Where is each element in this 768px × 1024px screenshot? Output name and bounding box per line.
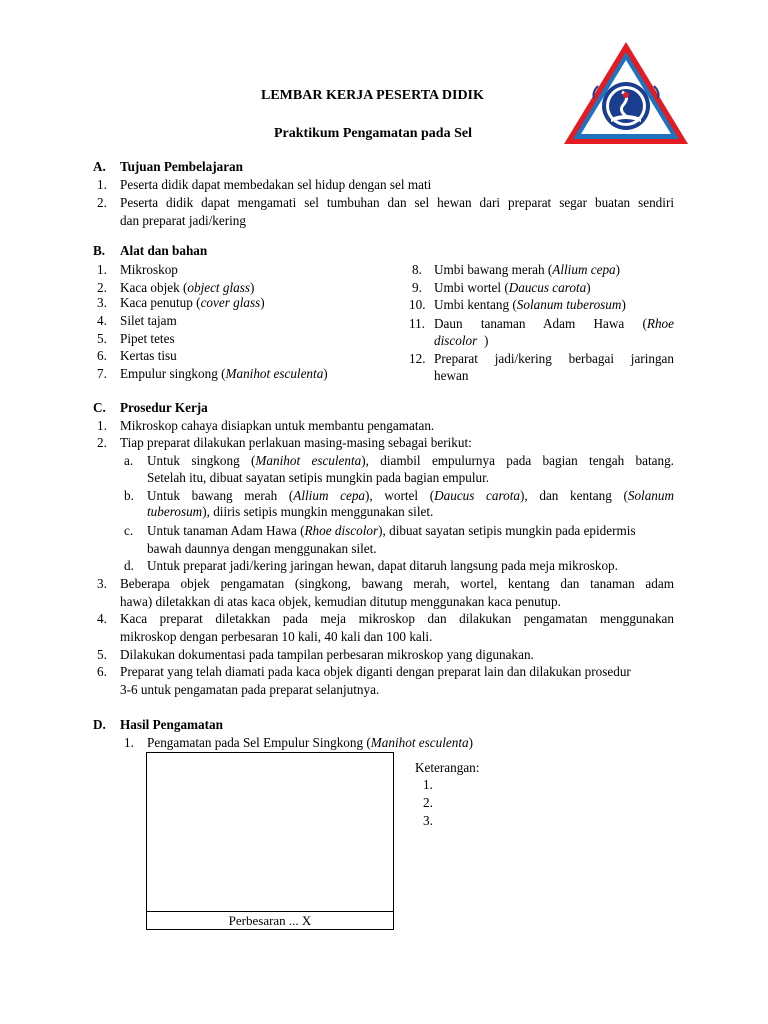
list-number: 2.	[97, 280, 107, 295]
section-b-heading: Alat dan bahan	[120, 243, 208, 258]
list-item: Tiap preparat dilakukan perlakuan masing-masing sebagai berikut:	[120, 435, 472, 450]
school-emblem-icon	[562, 40, 690, 146]
list-item: Pipet tetes	[120, 331, 175, 346]
list-number: 3.	[97, 576, 107, 591]
keterangan-label: Keterangan:	[415, 760, 480, 775]
sub-item: Untuk singkong (Manihot esculenta), diambil empulurnya pada bagian tengah batang.	[147, 453, 674, 468]
list-number: 1.	[97, 177, 107, 192]
list-number: 9.	[412, 280, 422, 295]
magnification-caption: Perbesaran ... X	[147, 911, 393, 929]
sub-letter: d.	[124, 558, 134, 573]
list-item: Preparat jadi/kering berbagai jaringan	[434, 351, 674, 366]
sub-letter: a.	[124, 453, 134, 468]
list-item: Mikroskop	[120, 262, 178, 277]
sub-item: Untuk bawang merah (Allium cepa), wortel (Daucus carota), dan kentang (Solanum	[147, 488, 674, 503]
list-item: Kaca objek (object glass)	[120, 280, 255, 295]
keterangan-item: 1.	[423, 777, 433, 792]
list-item-cont: 3-6 untuk pengamatan pada preparat selanjutnya.	[120, 682, 380, 697]
list-item: Pengamatan pada Sel Empulur Singkong (Manihot esculenta)	[147, 735, 473, 750]
section-a-letter: A.	[93, 159, 106, 174]
list-number: 4.	[97, 611, 107, 626]
section-a-heading: Tujuan Pembelajaran	[120, 159, 243, 174]
list-number: 6.	[97, 348, 107, 363]
list-item-cont: hewan	[434, 368, 469, 383]
sub-item: Untuk tanaman Adam Hawa (Rhoe discolor), dibuat sayatan setipis mungkin pada epidermis	[147, 523, 636, 538]
list-number: 1.	[124, 735, 134, 750]
list-item-cont: dan preparat jadi/kering	[120, 213, 246, 228]
list-item: Umbi wortel (Daucus carota)	[434, 280, 591, 295]
section-c-letter: C.	[93, 400, 106, 415]
list-item: Mikroskop cahaya disiapkan untuk membantu pengamatan.	[120, 418, 435, 433]
list-number: 6.	[97, 664, 107, 679]
list-item-cont: mikroskop dengan perbesaran 10 kali, 40 kali dan 100 kali.	[120, 629, 433, 644]
list-number: 3.	[97, 295, 107, 310]
list-item: Kertas tisu	[120, 348, 177, 363]
list-item: Daun tanaman Adam Hawa (Rhoe	[434, 316, 674, 331]
sub-item-cont: Setelah itu, dibuat sayatan setipis mungkin pada bagian empulur.	[147, 470, 490, 485]
list-item: Umbi bawang merah (Allium cepa)	[434, 262, 621, 277]
list-number: 5.	[97, 331, 107, 346]
section-b-letter: B.	[93, 243, 106, 258]
list-number: 10.	[409, 297, 426, 312]
list-item-cont: discolor	[434, 333, 478, 348]
sub-letter: b.	[124, 488, 134, 503]
section-d-letter: D.	[93, 717, 106, 732]
list-number: 1.	[97, 418, 107, 433]
list-item: Kaca preparat diletakkan pada meja mikroskop dan dilakukan pengamatan menggunakan	[120, 611, 674, 626]
list-item: Peserta didik dapat mengamati sel tumbuhan dan sel hewan dari preparat segar buatan sendiri	[120, 195, 674, 210]
keterangan-item: 2.	[423, 795, 433, 810]
list-item: Preparat yang telah diamati pada kaca objek diganti dengan preparat lain dan dilakukan prosedur	[120, 664, 631, 679]
sub-item-cont: bawah daunnya dengan menggunakan silet.	[147, 541, 377, 556]
list-number: 12.	[409, 351, 426, 366]
list-item-cont: hawa) diletakkan di atas kaca objek, kemudian ditutup menggunakan kaca penutup.	[120, 594, 561, 609]
list-item: Silet tajam	[120, 313, 177, 328]
list-item-cont: )	[484, 333, 489, 348]
list-item: Empulur singkong (Manihot esculenta)	[120, 366, 328, 381]
list-number: 1.	[97, 262, 107, 277]
list-item: Dilakukan dokumentasi pada tampilan perbesaran mikroskop yang digunakan.	[120, 647, 534, 662]
section-c-heading: Prosedur Kerja	[120, 400, 208, 415]
list-item: Umbi kentang (Solanum tuberosum)	[434, 297, 626, 312]
document-subtitle: Praktikum Pengamatan pada Sel	[274, 126, 472, 141]
list-number: 7.	[97, 366, 107, 381]
school-logo	[562, 40, 690, 146]
list-number: 2.	[97, 435, 107, 450]
sub-item-cont: tuberosum), diiris setipis mungkin menggunakan silet.	[147, 504, 434, 519]
list-number: 4.	[97, 313, 107, 328]
list-number: 11.	[409, 316, 425, 331]
list-item: Kaca penutup (cover glass)	[120, 295, 265, 310]
list-number: 2.	[97, 195, 107, 210]
list-number: 5.	[97, 647, 107, 662]
list-number: 8.	[412, 262, 422, 277]
list-item: Beberapa objek pengamatan (singkong, bawang merah, wortel, kentang dan tanaman adam	[120, 576, 674, 591]
document-title: LEMBAR KERJA PESERTA DIDIK	[261, 88, 484, 103]
sub-letter: c.	[124, 523, 134, 538]
keterangan-item: 3.	[423, 813, 433, 828]
sub-item: Untuk preparat jadi/kering jaringan hewan, dapat ditaruh langsung pada meja mikroskop.	[147, 558, 618, 573]
observation-drawing-box	[146, 752, 394, 930]
section-d-heading: Hasil Pengamatan	[120, 717, 223, 732]
list-item: Peserta didik dapat membedakan sel hidup dengan sel mati	[120, 177, 432, 192]
